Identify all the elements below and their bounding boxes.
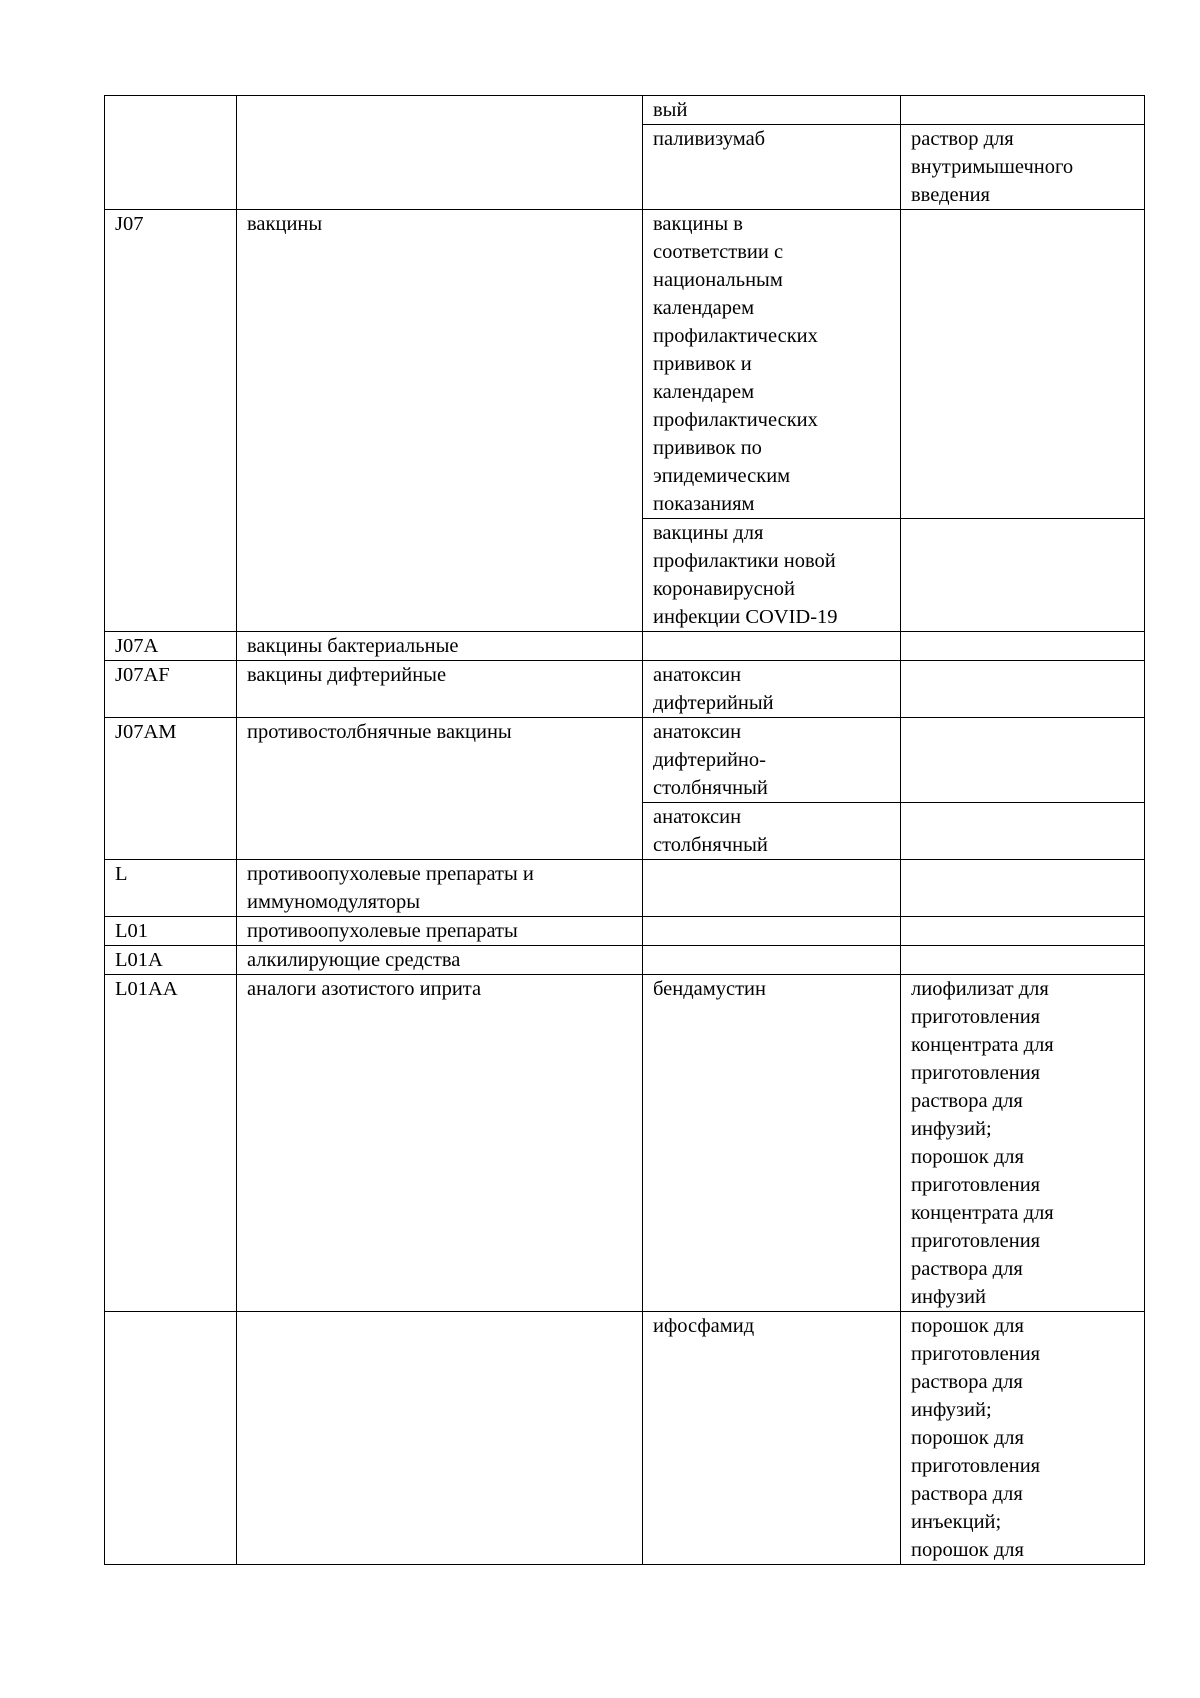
dosage-form-cell: раствор для внутримышечного введения	[901, 125, 1145, 210]
drug-name-cell: вый	[643, 96, 901, 125]
group-name-cell	[237, 96, 643, 210]
dosage-form-cell	[901, 718, 1145, 803]
atc-code-cell: J07AM	[105, 718, 237, 860]
group-name-cell: вакцины дифтерийные	[237, 661, 643, 718]
dosage-form-cell	[901, 860, 1145, 917]
drug-name-cell: вакцины в соответствии с национальным календарем профилактических прививок и календарем профилактических прививок по эпидемическим показаниям	[643, 210, 901, 519]
drug-name-cell: анатоксин столбнячный	[643, 803, 901, 860]
dosage-form-cell	[901, 917, 1145, 946]
table-row	[105, 632, 1145, 661]
atc-code-cell: L	[105, 860, 237, 917]
atc-code-cell	[105, 96, 237, 210]
atc-code-cell: L01A	[105, 946, 237, 975]
drug-name-cell: ифосфамид	[643, 1312, 901, 1565]
atc-code-cell: J07	[105, 210, 237, 632]
drug-name-cell: анатоксин дифтерийно- столбнячный	[643, 718, 901, 803]
table-row	[105, 1312, 1145, 1565]
dosage-form-cell: порошок для приготовления раствора для инфузий; порошок для приготовления раствора для инъекций; порошок для	[901, 1312, 1145, 1565]
drug-name-cell	[643, 946, 901, 975]
atc-code-cell: J07AF	[105, 661, 237, 718]
group-name-cell: противоопухолевые препараты	[237, 917, 643, 946]
group-name-cell: вакцины	[237, 210, 643, 632]
dosage-form-cell	[901, 210, 1145, 519]
atc-code-cell: L01	[105, 917, 237, 946]
table-row	[105, 661, 1145, 718]
group-name-cell: вакцины бактериальные	[237, 632, 643, 661]
drug-name-cell	[643, 632, 901, 661]
dosage-form-cell: лиофилизат для приготовления концентрата для приготовления раствора для инфузий; порошок для приготовления концентрата для приготовления раствора для инфузий	[901, 975, 1145, 1312]
group-name-cell: алкилирующие средства	[237, 946, 643, 975]
drug-name-cell: бендамустин	[643, 975, 901, 1312]
group-name-cell: аналоги азотистого иприта	[237, 975, 643, 1312]
drug-name-cell	[643, 860, 901, 917]
atc-code-cell: L01AA	[105, 975, 237, 1312]
dosage-form-cell	[901, 632, 1145, 661]
table-row	[105, 946, 1145, 975]
dosage-form-cell	[901, 946, 1145, 975]
dosage-form-cell	[901, 803, 1145, 860]
table-row	[105, 975, 1145, 1312]
dosage-form-cell	[901, 661, 1145, 718]
group-name-cell	[237, 1312, 643, 1565]
drug-name-cell: вакцины для профилактики новой коронавирусной инфекции COVID-19	[643, 519, 901, 632]
atc-code-cell	[105, 1312, 237, 1565]
drug-name-cell	[643, 917, 901, 946]
group-name-cell: противоопухолевые препараты и иммуномодуляторы	[237, 860, 643, 917]
drug-name-cell: анатоксин дифтерийный	[643, 661, 901, 718]
table-row	[105, 210, 1145, 519]
drug-list-table	[104, 95, 1145, 1565]
group-name-cell: противостолбнячные вакцины	[237, 718, 643, 860]
dosage-form-cell	[901, 96, 1145, 125]
drug-name-cell: паливизумаб	[643, 125, 901, 210]
table-row	[105, 96, 1145, 125]
table-row	[105, 718, 1145, 803]
table-row	[105, 917, 1145, 946]
dosage-form-cell	[901, 519, 1145, 632]
table-row	[105, 860, 1145, 917]
atc-code-cell: J07A	[105, 632, 237, 661]
